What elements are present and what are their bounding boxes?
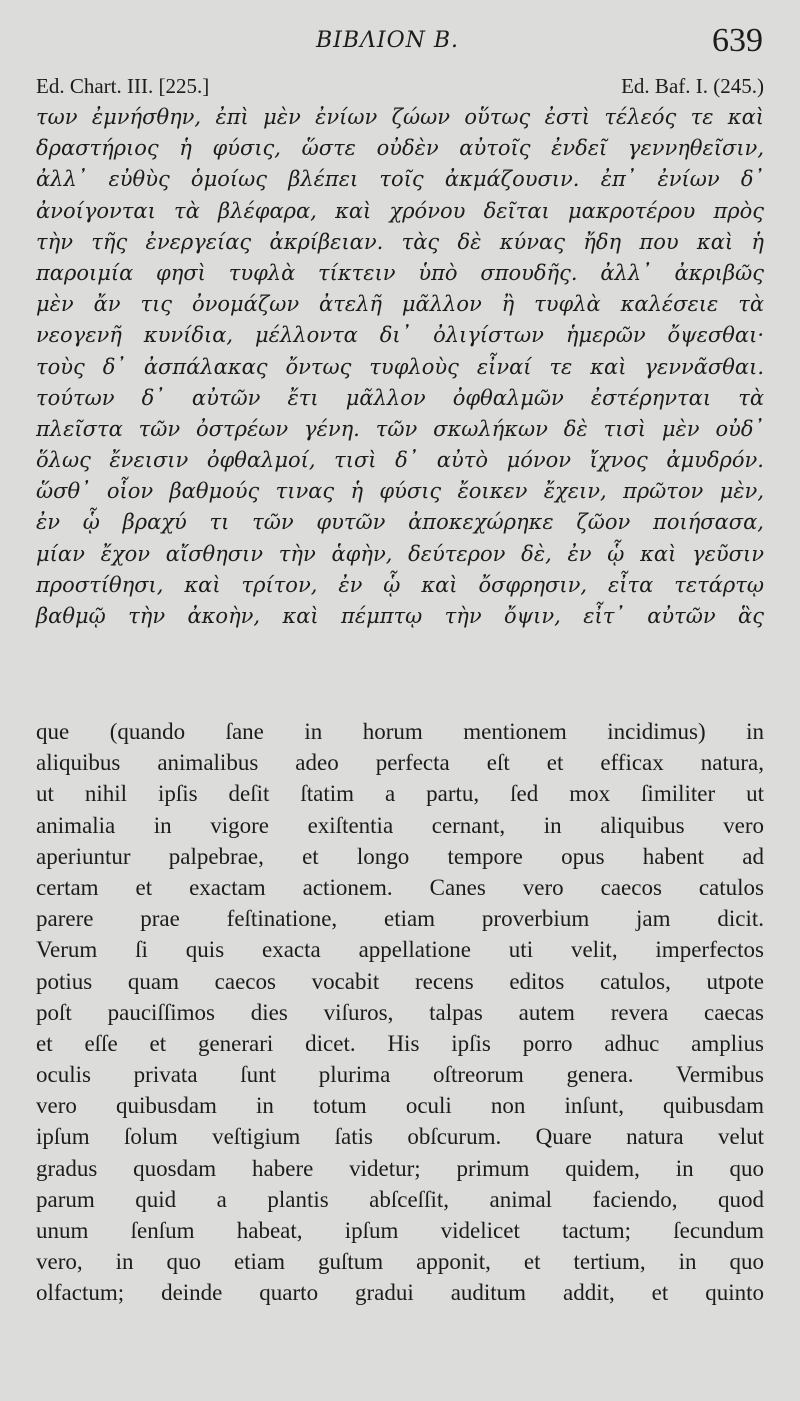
greek-line: μίαν ἔχον αἴσθησιν τὴν ἁφὴν, δεύτερον δὲ, ἐν ᾧ καὶ γεῦσιν (36, 541, 764, 566)
greek-line: ἀνοίγονται τὰ βλέφαρα, καὶ χρόνου δεῖται μακροτέρου πρὸς (36, 198, 764, 223)
greek-line: ἐν ᾧ βραχύ τι τῶν φυτῶν ἀποκεχώρηκε ζῶον ποιήσασα, (36, 510, 764, 535)
running-title: ΒΙΒΛΙΟΝ Β. (316, 28, 460, 53)
greek-line: των ἐμνήσθην, ἐπὶ μὲν ἐνίων ζώων οὕτως ἐστὶ τέλεός τε καὶ (36, 105, 764, 129)
greek-line: προστίθησι, καὶ τρίτον, ἐν ᾧ καὶ ὄσφρησιν, εἶτα τετάρτῳ (36, 572, 764, 597)
greek-line: βαθμῷ τὴν ἀκοὴν, καὶ πέμπτῳ τὴν ὄψιν, εἶτ᾽ αὐτῶν ἃς (36, 604, 764, 628)
latin-line: oculis privata ſunt plurima oſtreorum genera. Vermibus (36, 1062, 764, 1088)
greek-line: τούτων δ᾽ αὐτῶν ἔτι μᾶλλον ὀφθαλμῶν ἐστέρηνται τὰ (36, 385, 764, 410)
latin-line: Verum ſi quis exacta appellatione uti velit, imperfectos (36, 937, 764, 963)
latin-line: ipſum ſolum veſtigium ſatis obſcurum. Quare natura velut (36, 1124, 764, 1150)
latin-line: aperiuntur palpebrae, et longo tempore opus habent ad (36, 843, 764, 869)
greek-line: ἀλλ᾽ εὐθὺς ὁμοίως βλέπει τοῖς ἀκμάζουσιν. ἐπ᾽ ἐνίων δ᾽ (36, 167, 764, 192)
latin-line: aliquibus animalibus adeo perfecta eſt et efficax natura, (36, 750, 764, 776)
latin-line: unum ſenſum habeat, ipſum videlicet tactum; ſecundum (36, 1218, 764, 1243)
latin-text-block (36, 716, 764, 1309)
greek-line: μὲν ἄν τις ὀνομάζων ἀτελῆ μᾶλλον ἢ τυφλὰ καλέσειε τὰ (36, 292, 764, 317)
latin-line: et eſſe et generari dicet. His ipſis porro adhuc amplius (36, 1030, 764, 1056)
latin-line: gradus quosdam habere videtur; primum quidem, in quo (36, 1155, 764, 1181)
latin-line: vero, in quo etiam guſtum apponit, et tertium, in quo (36, 1249, 764, 1275)
latin-line: ut nihil ipſis deſit ſtatim a partu, ſed mox ſimiliter ut (36, 781, 764, 807)
page-number: 639 (712, 22, 763, 59)
greek-line: τὴν τῆς ἐνεργείας ἀκρίβειαν. τὰς δὲ κύνας ἤδη που καὶ ἡ (36, 229, 764, 254)
edition-reference-right: Ed. Baf. I. (245.) (621, 74, 764, 98)
latin-line: certam et exactam actionem. Canes vero caecos catulos (36, 874, 764, 900)
greek-text-block (36, 102, 764, 632)
latin-line: vero quibusdam in totum oculi non inſunt, quibusdam (36, 1093, 764, 1119)
greek-line: παροιμία φησὶ τυφλὰ τίκτειν ὑπὸ σπουδῆς. ἀλλ᾽ ἀκριβῶς (36, 260, 764, 285)
greek-line: ὥσθ᾽ οἷον βαθμούς τινας ἡ φύσις ἔοικεν ἔχειν, πρῶτον μὲν, (36, 479, 764, 504)
latin-line: parere prae feſtinatione, etiam proverbium jam dicit. (36, 906, 764, 932)
latin-line: que (quando ſane in horum mentionem incidimus) in (36, 719, 764, 744)
edition-reference-left: Ed. Chart. III. [225.] (36, 74, 210, 98)
greek-line: ὅλως ἔνεισιν ὀφθαλμοί, τισὶ δ᾽ αὐτὸ μόνον ἴχνος ἀμυδρόν. (36, 448, 764, 473)
greek-line: δραστήριος ἡ φύσις, ὥστε οὐδὲν αὐτοῖς ἐνδεῖ γεννηθεῖσιν, (36, 136, 764, 161)
edition-reference-line (36, 74, 764, 104)
latin-line: potius quam caecos vocabit recens editos catulos, utpote (36, 968, 764, 994)
latin-line: parum quid a plantis abſceſſit, animal faciendo, quod (36, 1186, 764, 1212)
greek-line: πλεῖστα τῶν ὀστρέων γένη. τῶν σκωλήκων δὲ τισὶ μὲν οὐδ᾽ (36, 416, 764, 441)
latin-line: animalia in vigore exiſtentia cernant, in aliquibus vero (36, 812, 764, 838)
latin-line: olfactum; deinde quarto gradui auditum addit, et quinto (36, 1280, 764, 1306)
greek-line: τοὺς δ᾽ ἀσπάλακας ὄντως τυφλοὺς εἶναί τε καὶ γεννᾶσθαι. (36, 354, 764, 379)
page-header (0, 22, 800, 62)
latin-line: poſt pauciſſimos dies viſuros, talpas autem revera caecas (36, 999, 764, 1025)
greek-line: νεογενῆ κυνίδια, μέλλοντα δι᾽ ὀλιγίστων ἡμερῶν ὄψεσθαι· (36, 323, 764, 348)
